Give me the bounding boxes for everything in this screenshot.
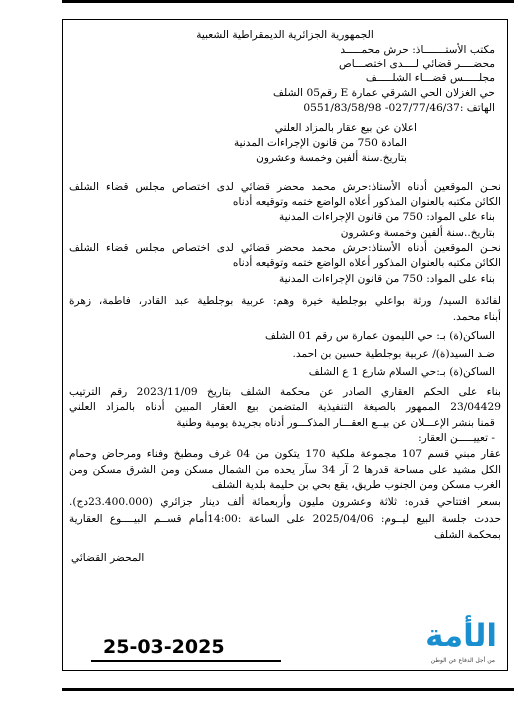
publication-date: 25-03-2025: [103, 636, 225, 658]
notice-article: المادة 750 من قانون الإجراءات المدنية: [233, 137, 407, 149]
body-line: بمحكمة الشلف: [433, 529, 501, 541]
body-line: الكل مشيد على مساحة قدرها 2 آر 34 سآر يحده من الشمال مسكن ومن الشرق مسكن ومن: [69, 464, 502, 476]
signature-label: المحضر القضائي: [71, 552, 145, 564]
bottom-rule: [62, 688, 514, 691]
notice-title: اعلان عن بيع عقار بالمزاد العلني: [274, 122, 417, 134]
body-line: الكائن مكتبه بالعنوان المذكور أعلاه الواضع ختمه وتوقيعه أدناه: [232, 257, 501, 269]
body-line: عقار مبني قسم 107 مجموعة ملكية 170 يتكون من 04 غرف ومطبخ وفناء ومرحاض وحمام: [69, 448, 502, 460]
date-underline: [91, 660, 281, 662]
logo-tagline: من أجل الدفاع عن الوطن: [430, 657, 495, 664]
body-line: حددت جلسة البيع ليــوم: 2025/04/06 على الساعة :14:00أمام قســم البيــــوع العقارية: [69, 513, 501, 525]
body-line: بسعر افتتاحي قدره: ثلاثة وعشرون مليون وأربعمائة ألف دينار جزائري (23.400.000دج).: [69, 496, 501, 508]
logo-wordmark: الأمة: [425, 618, 497, 654]
body-line: قمنا بنشر الإعـــلان عن بيــع العقـــار المذكـــور أدناه بجريدة يومية وطنية: [176, 417, 495, 429]
body-line: أبناء محمد.: [452, 311, 501, 323]
notice-date: بتاريخ.سنة ألفين وخمسة وعشرون: [256, 152, 407, 164]
top-rule: [62, 0, 514, 3]
body-line: نحـن الموقعين أدناه الأستاذ:حرش محمد محضر قضائي لدى اختصاص مجلس قضاء الشلف: [69, 181, 501, 193]
office-address: حي الغزلان الحي الشرقي عمارة E رقم05 الشلف: [272, 87, 495, 99]
body-line: - تعييـــــن العقار:: [418, 432, 495, 444]
body-line: ضـد السيد(ة)/ عربية بوجلطية حسين بن احمد.: [292, 348, 495, 360]
bailiff-title: محضــــر قضائي لــــدى اختصـــاص: [338, 58, 495, 70]
body-line: بناء على المواد: 750 من قانون الإجراءات المدنية: [279, 273, 495, 285]
body-line: بناء على المواد: 750 من قانون الإجراءات المدنية: [279, 211, 495, 223]
body-line: الساكن(ة) بـ:حي السلام شارع 1 ع الشلف: [308, 366, 495, 378]
legal-notice-frame: [62, 19, 508, 671]
republic-header: الجمهورية الجزائرية الديمقراطية الشعبية: [196, 29, 374, 41]
body-line: بتاريخ..سنة ألفين وخمسة وعشرون: [340, 227, 495, 239]
newspaper-logo: [391, 618, 497, 664]
body-line: الساكن(ة) بـ: حي الليمون عمارة س رقم 01 الشلف: [264, 330, 495, 342]
office-phone: الهاتف :027/77/46/37- 0551/83/58/98: [303, 102, 495, 114]
body-line: بناء على الحكم العقاري الصادر عن محكمة الشلف بتاريخ 2023/11/09 رقم الترتيب: [69, 386, 501, 398]
office-name: مكتب الأستـــــــاذ: حرش محمـــــد: [340, 44, 495, 56]
court-name: مجلـــــس قضـــاء الشلـــــف: [365, 72, 495, 84]
body-line: الغرب مسكن ومن الجنوب طريق، يقع بحي بن حليمة بلدية الشلف: [211, 479, 501, 491]
body-line: لفائدة السيد/ ورثة بواعلي بوجلطية خيرة وهم: عربية بوجلطية عبد القادر، فاطمة، زهرة: [69, 295, 501, 307]
body-line: نحـن الموقعين أدناه الأستاذ:حرش محمد محضر قضائي لدى اختصاص مجلس قضاء الشلف: [69, 242, 501, 254]
body-line: الكائن مكتبه بالعنوان المذكور أعلاه الواضع ختمه وتوقيعه أدناه: [232, 196, 501, 208]
body-line: 23/04429 الممهور بالصيغة التنفيذية المتضمن بيع العقار المبين أدناه بالمزاد العلني: [69, 401, 501, 413]
